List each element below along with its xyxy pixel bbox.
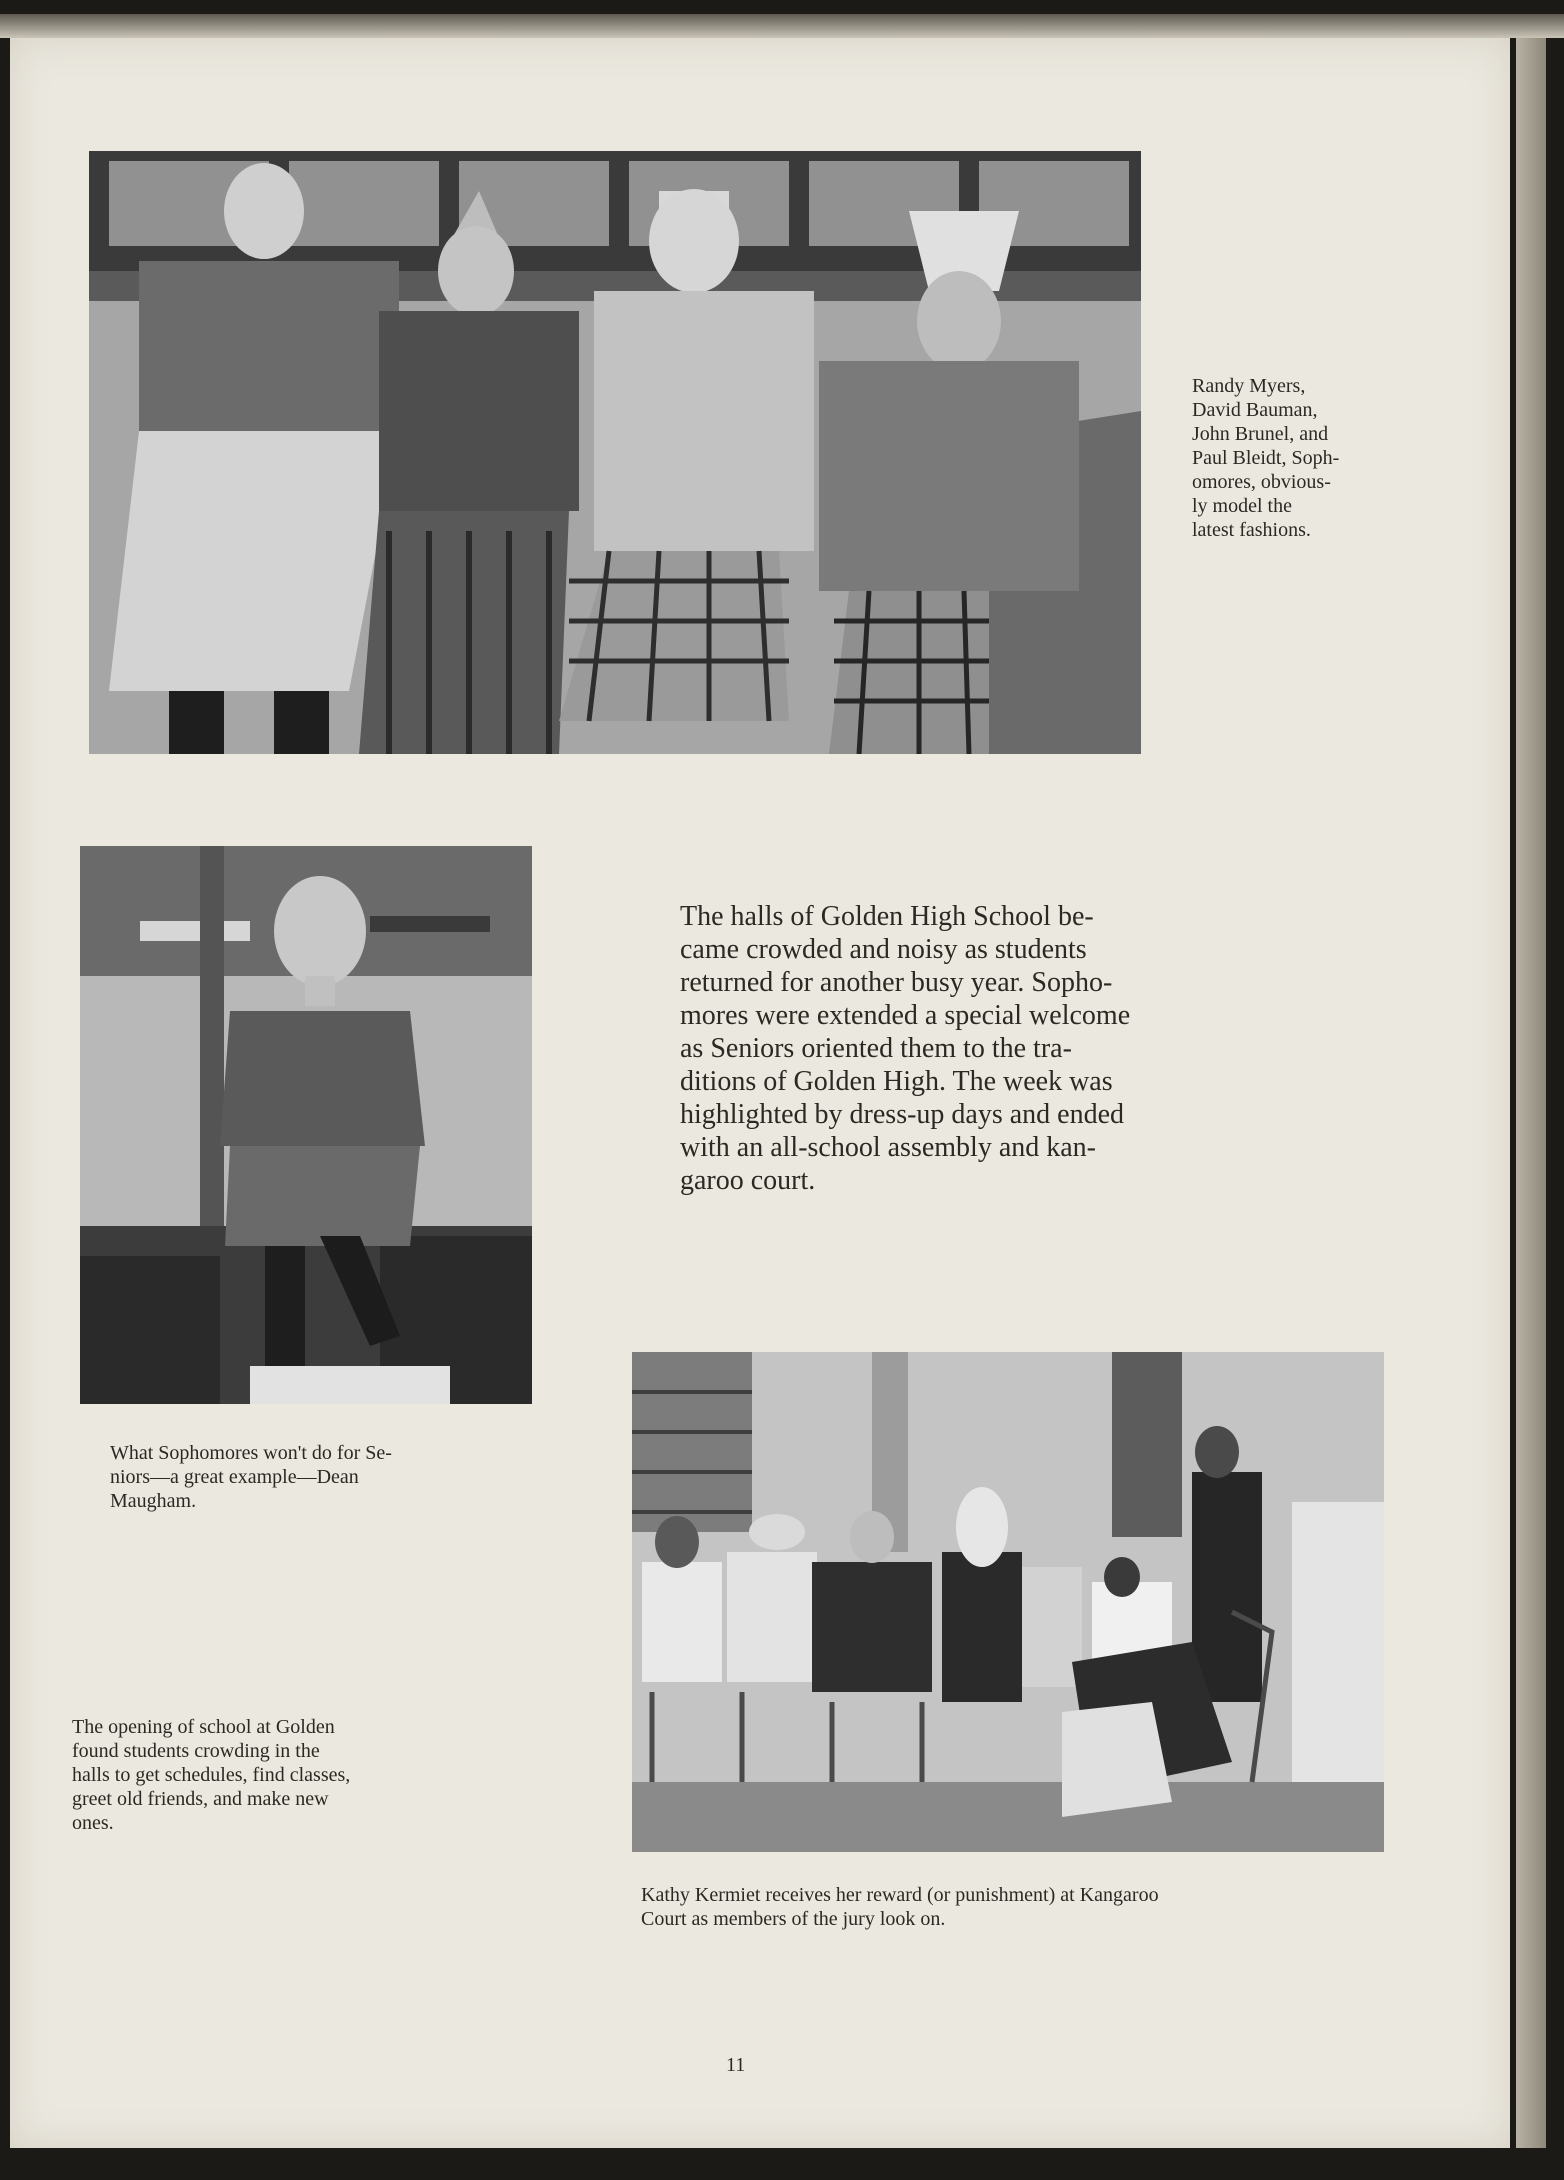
dean-maugham-caption: What Sophomores won't do for Se- niors—a great example—Dean Maugham. bbox=[110, 1442, 392, 1512]
page-top-strip bbox=[0, 14, 1564, 38]
dean-maugham-photo bbox=[80, 846, 532, 1404]
kangaroo-court-caption: Kathy Kermiet receives her reward (or punishment) at Kangaroo Court as members of the jury look on. bbox=[641, 1884, 1159, 1930]
kangaroo-court-photo bbox=[632, 1352, 1384, 1852]
opening-of-school-caption: The opening of school at Golden found students crowding in the halls to get schedules, find classes, greet old friends, and make new ones. bbox=[72, 1716, 351, 1834]
sophomores-fashion-photo bbox=[89, 151, 1141, 754]
page-edge bbox=[1516, 38, 1546, 2148]
page-number: 11 bbox=[726, 2054, 746, 2076]
main-article-text: The halls of Golden High School be- came crowded and noisy as students returned for another busy year. Sopho- mores were extended a special welcome as Seniors oriented them to the tra- ditions of Golden High. The week was highlighted by dress-up days and ended with an all-school assembly and kan- garoo court. bbox=[680, 901, 1131, 1196]
sophomores-fashion-caption: Randy Myers, David Bauman, John Brunel, and Paul Bleidt, Soph- omores, obvious- ly model the latest fashions. bbox=[1192, 375, 1340, 541]
